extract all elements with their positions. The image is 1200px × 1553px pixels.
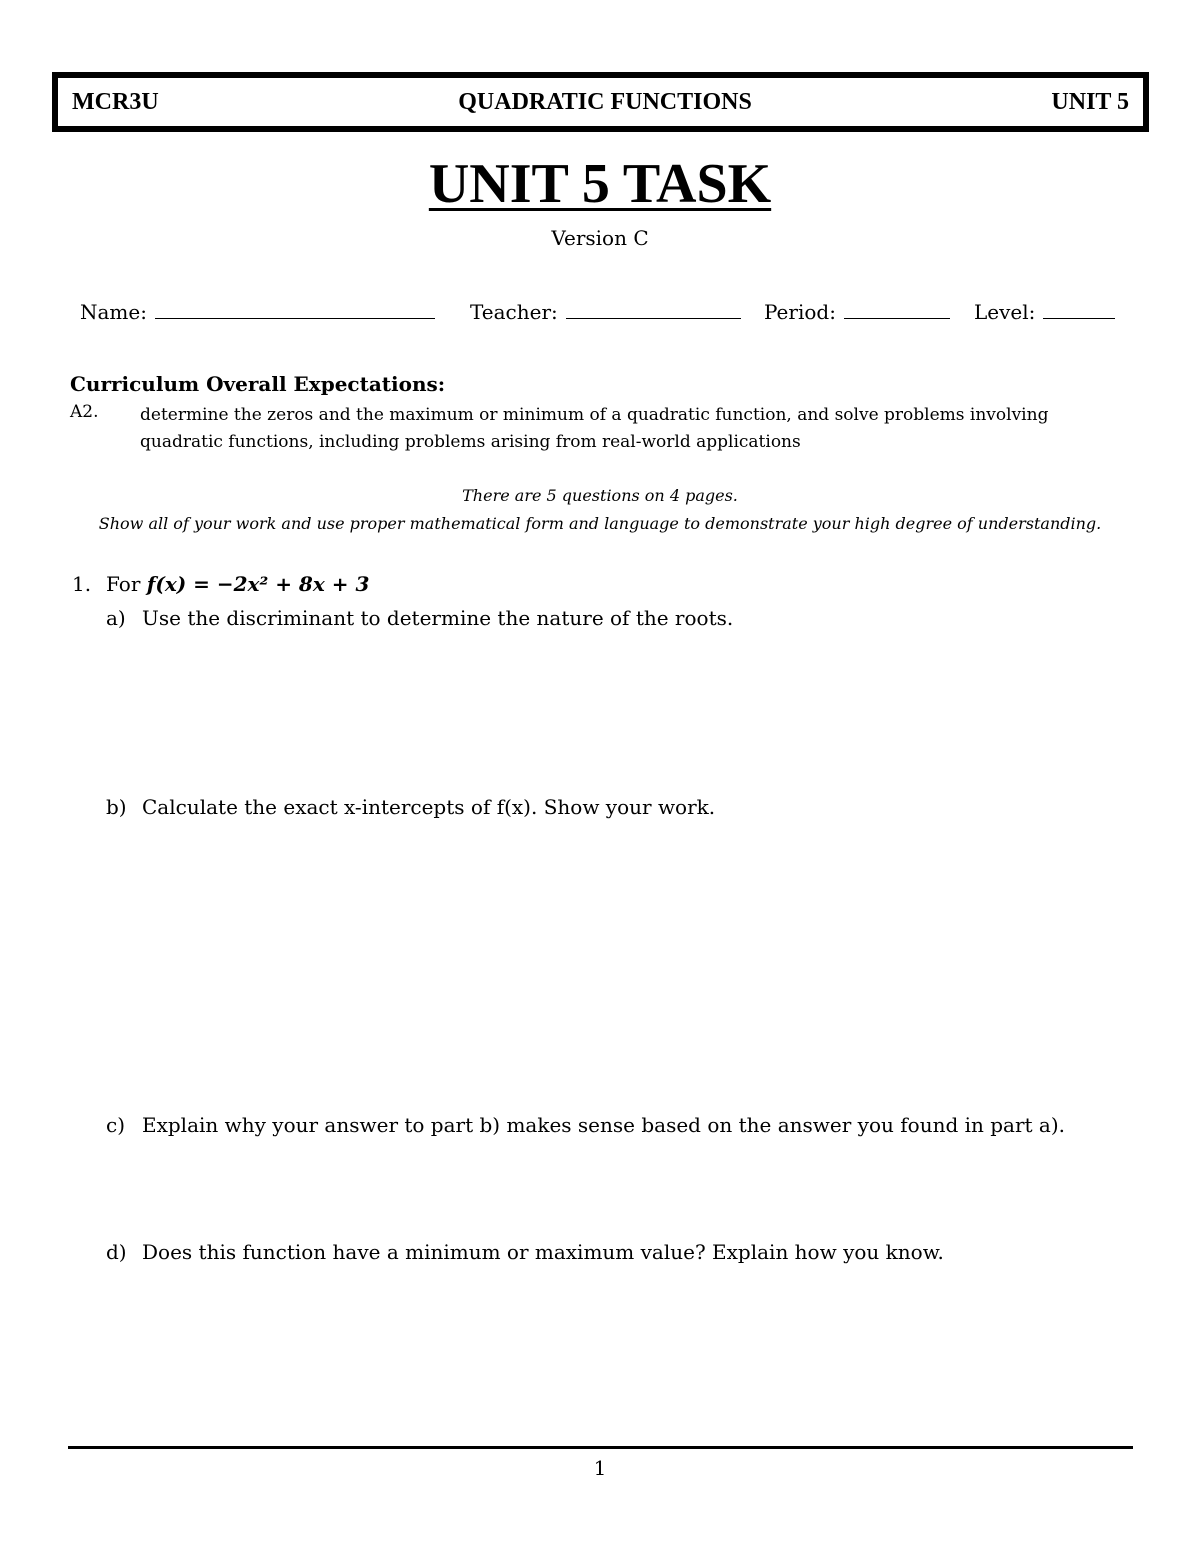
level-blank: [1043, 298, 1115, 319]
teacher-blank: [566, 298, 741, 319]
level-field: [974, 298, 1115, 324]
part-c-text: Explain why your answer to part b) makes sense based on the answer you found in part a).: [142, 1113, 1066, 1137]
question-1-number: 1.: [72, 572, 92, 596]
period-label: Period:: [764, 300, 836, 324]
version-label: Version C: [551, 226, 649, 250]
expectations-heading: Curriculum Overall Expectations:: [70, 372, 446, 396]
name-label: Name:: [80, 300, 147, 324]
header-box: [52, 72, 1149, 132]
question-1-prompt: [106, 572, 369, 596]
part-d-text: Does this function have a minimum or maximum value? Explain how you know.: [142, 1240, 944, 1264]
unit-topic: QUADRATIC FUNCTIONS: [458, 88, 752, 115]
work-instruction-note: Show all of your work and use proper mathematical form and language to demonstrate your high degree of understanding.: [98, 514, 1102, 533]
period-blank: [844, 298, 950, 319]
part-d-label: d): [106, 1240, 127, 1264]
teacher-field: [470, 298, 741, 324]
course-code: MCR3U: [72, 88, 159, 115]
part-b-label: b): [106, 795, 127, 819]
page-number: 1: [593, 1456, 607, 1480]
part-a-text: Use the discriminant to determine the nature of the roots.: [142, 606, 734, 630]
part-c-label: c): [106, 1113, 126, 1137]
expectation-code: A2.: [70, 402, 99, 422]
part-a-label: a): [106, 606, 126, 630]
unit-number: UNIT 5: [1051, 88, 1129, 115]
expectation-text: determine the zeros and the maximum or minimum of a quadratic function, and solve problems involving quadratic functions, including problems arising from real-world applications: [140, 405, 1049, 452]
page-title: UNIT 5 TASK: [428, 153, 772, 215]
part-b-text: Calculate the exact x-intercepts of f(x). Show your work.: [142, 795, 716, 819]
question-count-note: There are 5 questions on 4 pages.: [462, 486, 738, 505]
teacher-label: Teacher:: [470, 300, 558, 324]
name-field: [80, 298, 435, 324]
level-label: Level:: [974, 300, 1036, 324]
period-field: [764, 298, 950, 324]
question-1-intro: For: [106, 572, 141, 596]
footer-rule: [68, 1446, 1133, 1449]
question-1-function: f(x) = −2x² + 8x + 3: [146, 572, 370, 596]
name-blank: [155, 298, 435, 319]
